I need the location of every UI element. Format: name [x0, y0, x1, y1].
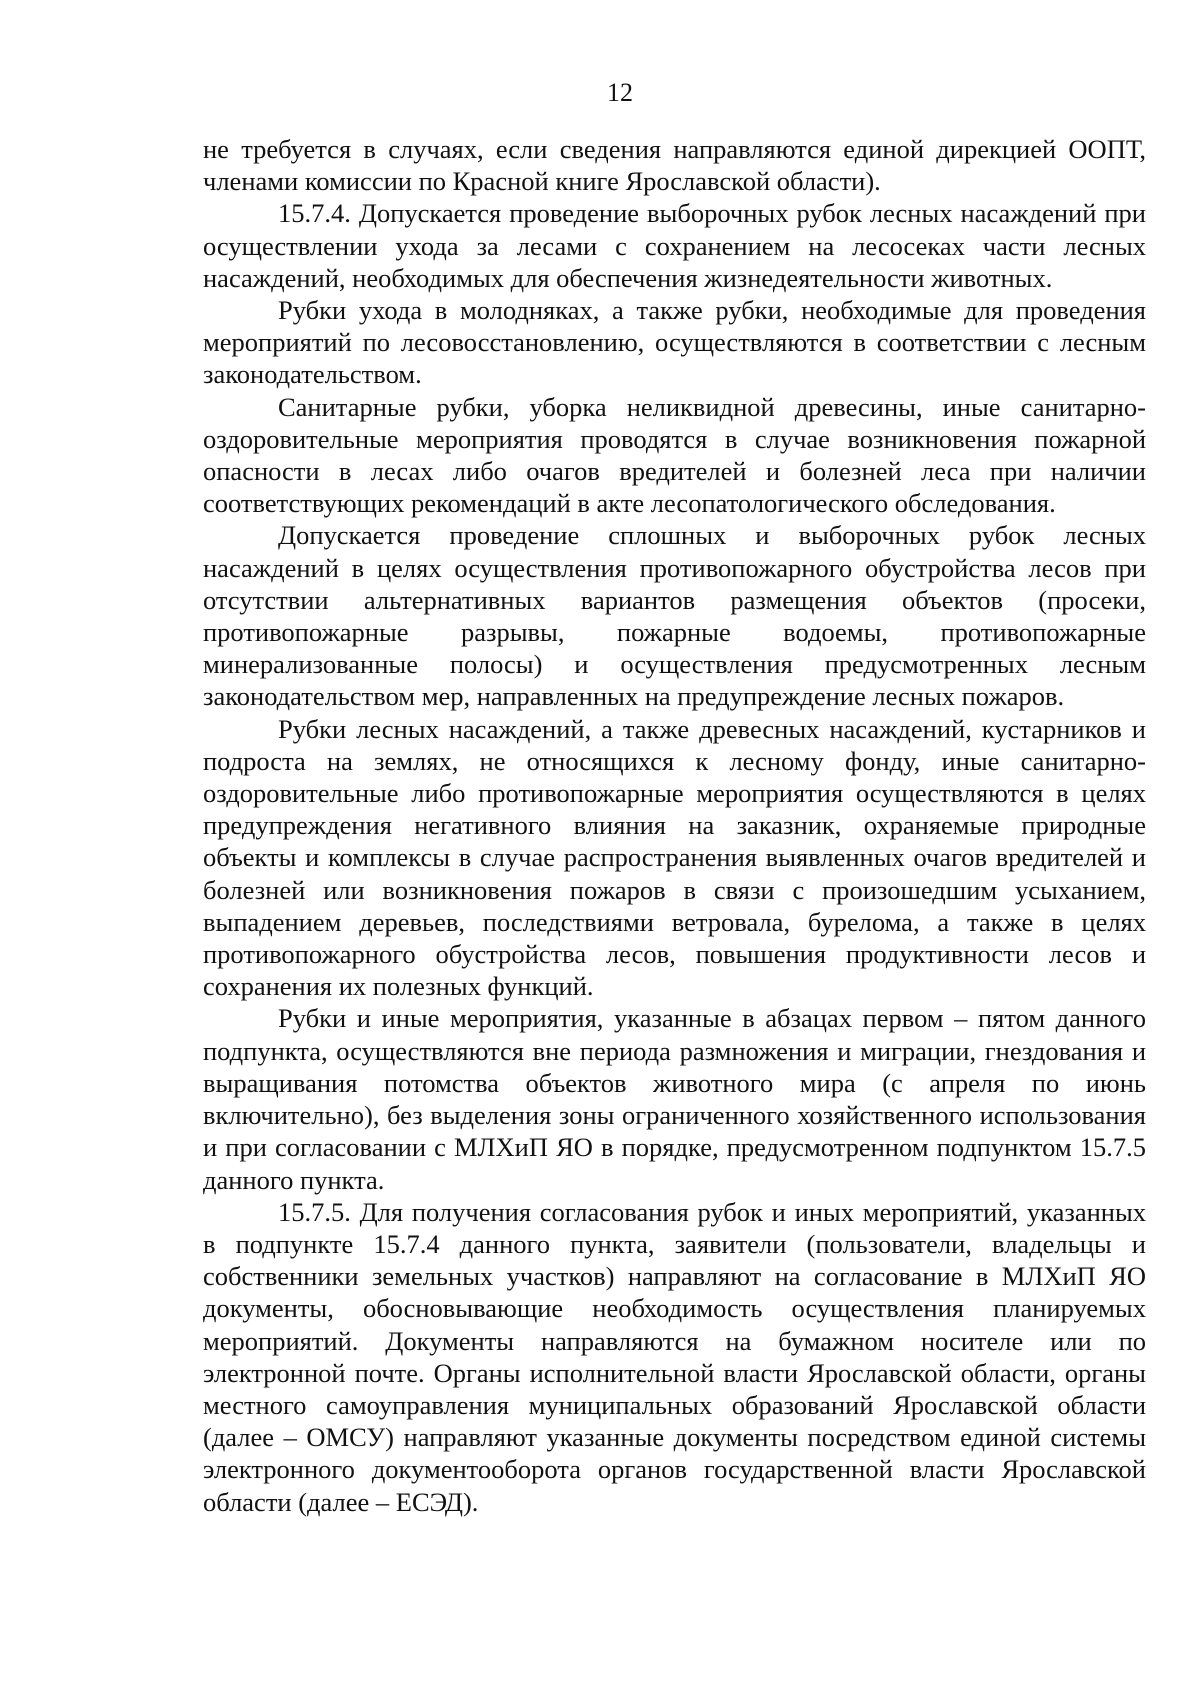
paragraph-sanitary-felling: Санитарные рубки, уборка неликвидной древесины, иные санитарно-оздоровительные мероприятия проводятся в случае возникновения пожарной опасности в лесах либо очагов вредителей и болезней леса при наличии соответствующих рекомендаций в акте лесопатологического обследования.	[203, 391, 1146, 519]
page-number: 12	[607, 78, 633, 107]
paragraph-timing-restrictions: Рубки и иные мероприятия, указанные в абзацах первом – пятом данного подпункта, осуществляются вне периода размножения и миграции, гнездования и выращивания потомства объектов животного мира (с апреля по июнь включительно), без выделения зоны ограниченного хозяйственного использования и при согласовании с МЛХиП ЯО в порядке, предусмотренном подпунктом 15.7.5 данного пункта.	[203, 1003, 1146, 1195]
paragraph-fire-prevention-felling: Допускается проведение сплошных и выборочных рубок лесных насаждений в целях осуществления противопожарного обустройства лесов при отсутствии альтернативных вариантов размещения объектов (просеки, противопожарные разрывы, пожарные водоемы, противопожарные минерализованные полосы) и осуществления предусмотренных лесным законодательством мер, направленных на предупреждение лесных пожаров.	[203, 520, 1146, 712]
paragraph-continuation: не требуется в случаях, если сведения направляются единой дирекцией ООПТ, членами комиссии по Красной книге Ярославской области).	[203, 134, 1146, 197]
document-body	[203, 133, 1146, 1518]
paragraph-15-7-4: 15.7.4. Допускается проведение выборочных рубок лесных насаждений при осуществлении ухода за лесами с сохранением на лесосеках части лесных насаждений, необходимых для обеспечения жизнедеятельности животных.	[203, 198, 1146, 293]
paragraph-thinning-young-stands: Рубки ухода в молодняках, а также рубки, необходимые для проведения мероприятий по лесовосстановлению, осуществляются в соответствии с лесным законодательством.	[203, 295, 1146, 390]
paragraph-15-7-5: 15.7.5. Для получения согласования рубок и иных мероприятий, указанных в подпункте 15.7.4 данного пункта, заявители (пользователи, владельцы и собственники земельных участков) направляют на согласование в МЛХиП ЯО документы, обосновывающие необходимость осуществления планируемых мероприятий. Документы направляются на бумажном носителе или по электронной почте. Органы исполнительной власти Ярославской области, органы местного самоуправления муниципальных образований Ярославской области (далее – ОМСУ) направляют указанные документы посредством единой системы электронного документооборота органов государственной власти Ярославской области (далее – ЕСЭД).	[203, 1196, 1146, 1517]
paragraph-non-forest-land-felling: Рубки лесных насаждений, а также древесных насаждений, кустарников и подроста на землях, не относящихся к лесному фонду, иные санитарно-оздоровительные либо противопожарные мероприятия осуществляются в целях предупреждения негативного влияния на заказник, охраняемые природные объекты и комплексы в случае распространения выявленных очагов вредителей и болезней или возникновения пожаров в связи с произошедшим усыханием, выпадением деревьев, последствиями ветровала, бурелома, а также в целях противопожарного обустройства лесов, повышения продуктивности лесов и сохранения их полезных функций.	[203, 713, 1146, 1002]
